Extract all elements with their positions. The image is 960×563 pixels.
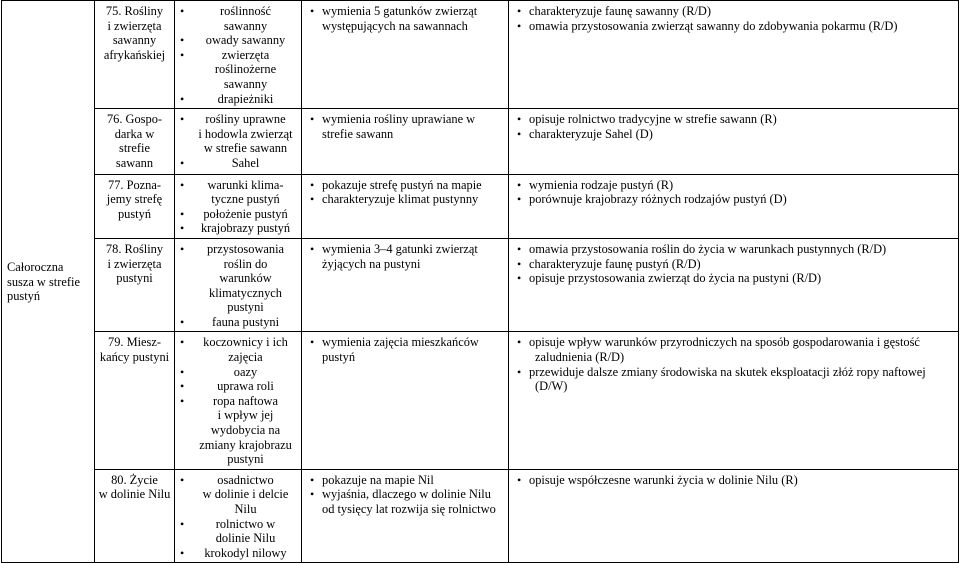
content-list [179, 178, 299, 236]
topic-line: sawanny [112, 33, 157, 48]
requirement-item [309, 178, 504, 193]
content-item-line: • fauna pustyni [211, 314, 280, 329]
topic-line: w dolinie Nilu [98, 487, 171, 502]
content-item-line: • ropa naftowa [212, 393, 279, 408]
content-item-line: w dolinie i delcie [202, 487, 289, 502]
content-item [179, 365, 299, 380]
requirement-line: • wymienia 5 gatunków zwierząt [322, 4, 478, 18]
section-label-line: susza w strefie [7, 274, 80, 289]
topic-line: kańcy pustyni [99, 350, 170, 365]
skill-text: • charakteryzuje Sahel (D) [529, 126, 653, 141]
skill-text: • omawia przystosowania zwierząt sawanny do zdobywania pokarmu (R/D) [529, 18, 898, 33]
basic-requirements-cell [302, 469, 509, 563]
content-item-line: klimatycznych [209, 285, 282, 300]
content-item [179, 379, 299, 394]
extended-requirements-list [516, 112, 954, 141]
content-item-line: warunków [219, 271, 272, 286]
requirement-item [309, 112, 504, 141]
topic-line: darka w strefie [114, 126, 155, 156]
topic-line: pustyń [117, 206, 152, 221]
content-item-line: roślin do [223, 256, 268, 271]
content-item-line: • koczownicy i ich [203, 335, 288, 350]
content-item [179, 48, 299, 92]
content-item-line: sawanny [223, 76, 268, 91]
basic-requirements-cell [302, 1, 509, 109]
content-item [179, 178, 299, 207]
basic-requirements-list [309, 473, 504, 517]
content-item [179, 207, 299, 222]
requirement-line: • wymienia 3–4 gatunki zwierząt [322, 241, 478, 256]
content-item-line: • roślinność [220, 4, 271, 18]
extended-requirements-list [516, 178, 954, 207]
content-item [179, 4, 299, 33]
table-row [2, 332, 959, 469]
extended-requirements-list [516, 473, 954, 488]
content-item-line: • przystosowania [206, 241, 285, 256]
skill-item [516, 473, 954, 488]
requirement-line: • charakteryzuje klimat pustynny [322, 192, 479, 207]
content-item-line: • warunki klima- [207, 177, 284, 192]
content-item-line: • oazy [233, 364, 258, 379]
content-list [179, 335, 299, 466]
topic-cell [95, 469, 175, 563]
topic-line: 75. Rośliny [105, 4, 164, 18]
content-item-line: Nilu [234, 502, 257, 516]
content-item [179, 315, 299, 330]
content-item [179, 473, 299, 517]
content-item [179, 156, 299, 171]
topic-line: sawann [115, 155, 154, 170]
content-cell [175, 109, 302, 174]
skill-item [516, 242, 954, 257]
requirement-line: • pokazuje strefę pustyń na mapie [322, 177, 482, 192]
skill-text: • opisuje rolnictwo tradycyjne w strefie sawann (R) [529, 112, 777, 127]
skill-text: • opisuje współczesne warunki życia w dolinie Nilu (R) [529, 472, 798, 487]
extended-requirements-cell [509, 332, 959, 469]
skill-item [516, 127, 954, 142]
content-cell [175, 1, 302, 109]
topic-cell [95, 174, 175, 238]
content-item [179, 112, 299, 156]
table-row [2, 469, 959, 563]
requirement-item [309, 487, 504, 516]
content-item-line: roślinożerne [214, 62, 277, 77]
basic-requirements-list [309, 112, 504, 141]
content-item-line: w strefie sawann [203, 141, 288, 156]
skill-text: • opisuje wpływ warunków przyrodniczych na sposób gospodarowania i gęstość zaludnienia (R/D) [529, 335, 920, 365]
content-list [179, 242, 299, 330]
skill-item [516, 4, 954, 19]
skill-text: • przewiduje dalsze zmiany środowiska na skutek eksploatacji złóż ropy naftowej (D/W) [529, 364, 926, 394]
topic-line: pustyni [116, 271, 153, 286]
content-item-line: • osadnictwo [217, 472, 274, 487]
content-item [179, 221, 299, 236]
topic-cell [95, 238, 175, 332]
topic-line: i zwierzęta [107, 18, 162, 33]
content-item-line: pustyni [227, 452, 264, 467]
requirement-line: • wymienia rośliny uprawiane w [322, 112, 476, 127]
content-item [179, 33, 299, 48]
curriculum-table [1, 0, 959, 563]
content-list [179, 4, 299, 106]
content-item-line: tyczne pustyń [211, 192, 280, 207]
topic-line: jemy strefę [106, 192, 163, 207]
skill-text: • wymienia rodzaje pustyń (R) [529, 177, 674, 192]
topic-line: i zwierzęta [107, 256, 162, 271]
basic-requirements-cell [302, 109, 509, 174]
basic-requirements-list [309, 4, 504, 33]
basic-requirements-list [309, 178, 504, 207]
requirement-line: • pokazuje na mapie Nil [322, 472, 434, 487]
basic-requirements-cell [302, 332, 509, 469]
extended-requirements-list [516, 242, 954, 286]
content-item-line: zmiany krajobrazu [199, 437, 292, 452]
content-item-line: • położenie pustyń [203, 206, 288, 221]
content-item-line: zajęcia [228, 350, 263, 365]
content-item-line: • krajobrazy pustyń [200, 221, 291, 236]
skill-text: • charakteryzuje faunę pustyń (R/D) [529, 256, 701, 271]
content-cell [175, 469, 302, 563]
content-item-line: dolinie Nilu [215, 531, 276, 546]
requirement-item [309, 242, 504, 271]
table-row [2, 174, 959, 238]
content-list [179, 473, 299, 561]
extended-requirements-list [516, 4, 954, 33]
content-item [179, 335, 299, 364]
topic-line: 79. Miesz- [108, 335, 161, 350]
content-cell [175, 174, 302, 238]
content-list [179, 112, 299, 170]
requirement-line: żyjących na pustyni [322, 256, 421, 271]
topic-cell [95, 1, 175, 109]
content-item [179, 517, 299, 546]
extended-requirements-list [516, 335, 954, 393]
content-item-line: • rośliny uprawne [205, 112, 286, 127]
basic-requirements-cell [302, 174, 509, 238]
skill-item [516, 178, 954, 193]
content-item-line: • zwierzęta [221, 47, 270, 62]
content-item-line: sawanny [223, 18, 268, 33]
content-item-line: i wpływ jej [217, 408, 274, 423]
basic-requirements-list [309, 335, 504, 364]
requirement-item [309, 335, 504, 364]
skill-item [516, 365, 954, 394]
content-cell [175, 332, 302, 469]
section-label-line: pustyń [7, 289, 41, 304]
content-item-line: wydobycia na [210, 423, 281, 438]
basic-requirements-cell [302, 238, 509, 332]
content-item-line: i hodowla zwierząt [198, 126, 293, 141]
topic-line: 76. Gospo- [106, 112, 163, 127]
extended-requirements-cell [509, 1, 959, 109]
content-cell [175, 238, 302, 332]
topic-line: afrykańskiej [103, 47, 166, 62]
requirement-item [309, 473, 504, 488]
content-item [179, 546, 299, 561]
skill-item [516, 112, 954, 127]
skill-item [516, 192, 954, 207]
skill-text: • porównuje krajobrazy różnych rodzajów pustyń (D) [529, 192, 787, 207]
table-row [2, 238, 959, 332]
requirement-line: strefie sawann [322, 126, 394, 141]
requirement-line: od tysięcy lat rozwija się rolnictwo [322, 502, 496, 516]
topic-line: 80. Życie [111, 472, 158, 487]
content-item [179, 242, 299, 315]
content-item-line: • rolnictwo w [215, 516, 276, 531]
skill-text: • charakteryzuje faunę sawanny (R/D) [529, 4, 711, 18]
extended-requirements-cell [509, 174, 959, 238]
skill-item [516, 271, 954, 286]
extended-requirements-cell [509, 238, 959, 332]
content-item [179, 394, 299, 467]
extended-requirements-cell [509, 109, 959, 174]
skill-text: • opisuje przystosowania zwierząt do życia na pustyni (R/D) [529, 271, 822, 286]
table-row [2, 1, 959, 109]
section-label [2, 1, 95, 563]
basic-requirements-list [309, 242, 504, 271]
requirement-line: • wyjaśnia, dlaczego w dolinie Nilu [322, 487, 491, 502]
requirement-line: • wymienia zajęcia mieszkańców [322, 335, 479, 350]
extended-requirements-cell [509, 469, 959, 563]
topic-line: 78. Rośliny [105, 241, 164, 256]
content-item-line: • uprawa roli [217, 379, 274, 394]
content-item-line: • Sahel [231, 155, 260, 170]
requirement-item [309, 4, 504, 33]
content-item-line: • drapieżniki [217, 91, 274, 106]
section-label-line: Całoroczna [7, 260, 64, 275]
skill-item [516, 335, 954, 364]
table-row [2, 109, 959, 174]
content-item-line: pustyni [227, 300, 264, 315]
content-item [179, 92, 299, 107]
skill-text: • omawia przystosowania roślin do życia w warunkach pustynnych (R/D) [529, 241, 887, 256]
content-item-line: • krokodyl nilowy [204, 545, 287, 560]
requirement-item [309, 192, 504, 207]
topic-line: 77. Pozna- [108, 177, 161, 192]
requirement-line: występujących na sawannach [322, 18, 468, 33]
skill-item [516, 257, 954, 272]
content-item-line: • owady sawanny [205, 33, 286, 48]
topic-cell [95, 332, 175, 469]
skill-item [516, 19, 954, 34]
requirement-line: pustyń [322, 350, 356, 365]
topic-cell [95, 109, 175, 174]
